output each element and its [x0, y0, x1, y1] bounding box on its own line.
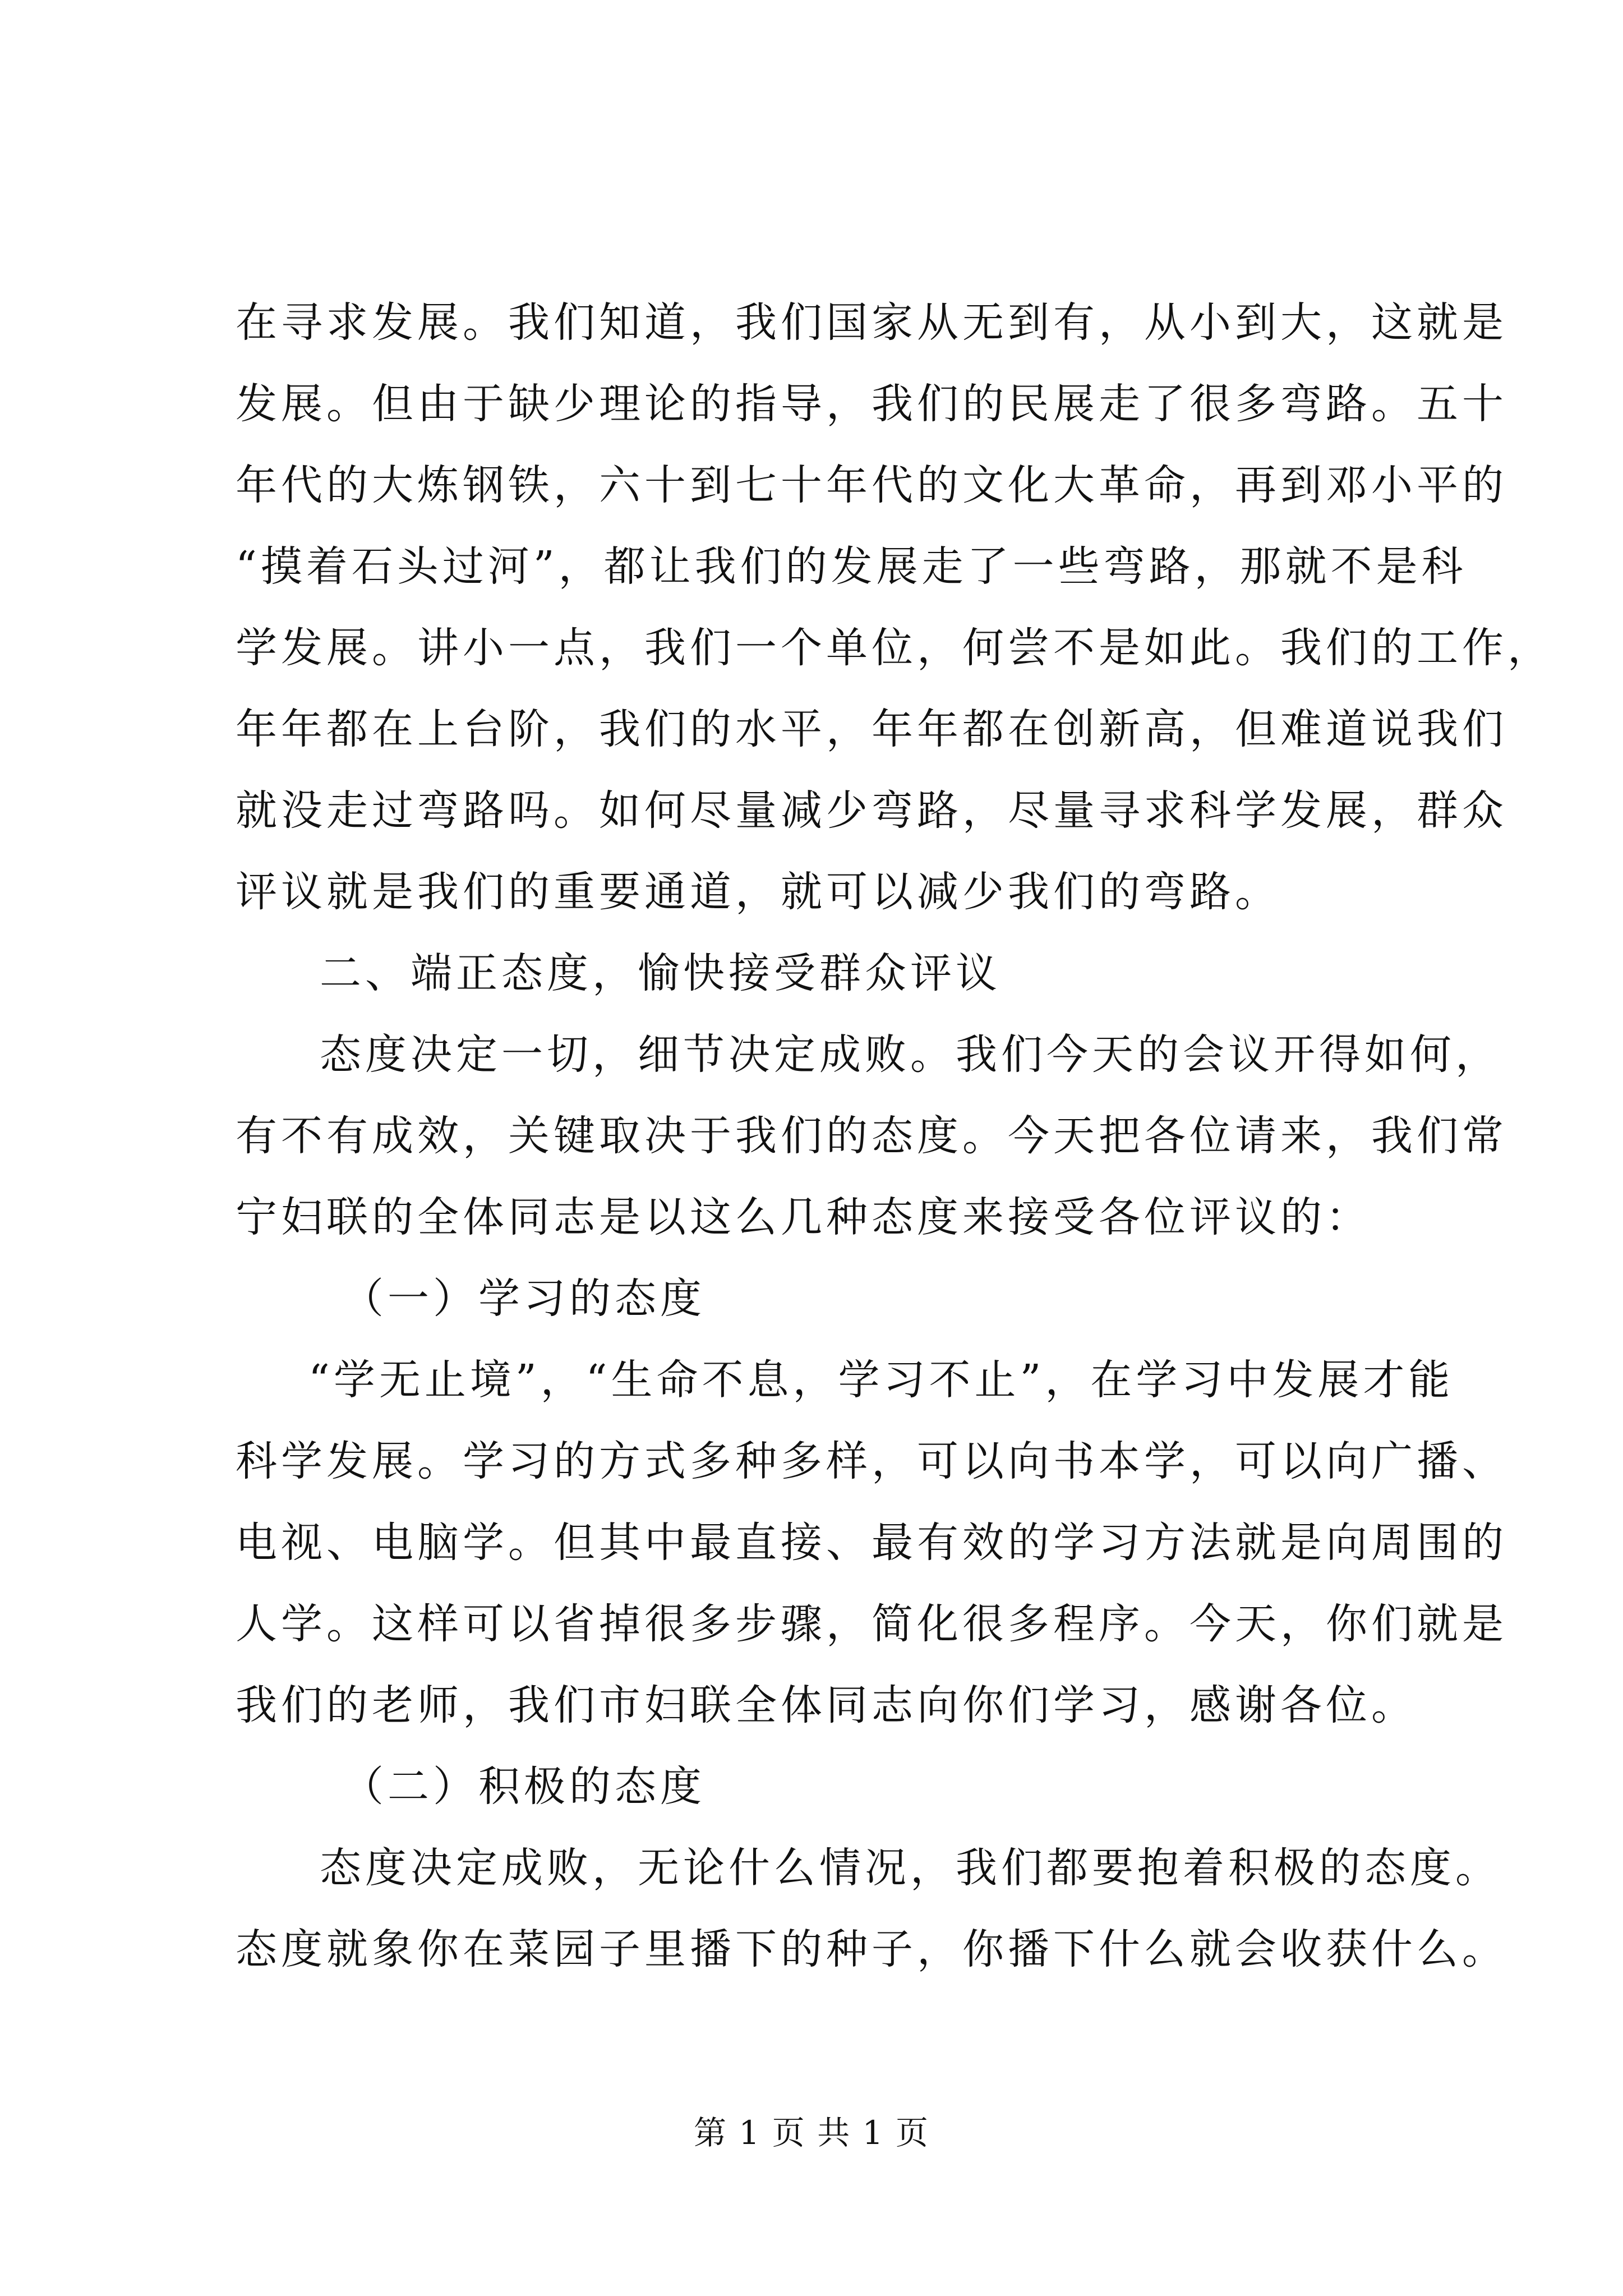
body-line: 在寻求发展。我们知道，我们国家从无到有，从小到大，这就是	[236, 298, 1507, 347]
page-footer: 第 1 页 共 1 页	[694, 2114, 929, 2152]
body-line: 宁妇联的全体同志是以这么几种态度来接受各位评议的：	[236, 1193, 1371, 1241]
body-line: 人学。这样可以省掉很多步骤，简化很多程序。今天，你们就是	[236, 1600, 1507, 1648]
body-line: 发展。但由于缺少理论的指导，我们的民展走了很多弯路。五十	[236, 380, 1507, 428]
body-line: 评议就是我们的重要通道，就可以减少我们的弯路。	[236, 868, 1280, 916]
body-line: 态度决定成败，无论什么情况，我们都要抱着积极的态度。	[320, 1844, 1501, 1892]
body-line: 我们的老师，我们市妇联全体同志向你们学习，感谢各位。	[236, 1681, 1417, 1729]
subsection-heading: （一）学习的态度	[342, 1274, 706, 1323]
body-line: “摸着石头过河”，都让我们的发展走了一些弯路，那就不是科	[236, 542, 1467, 591]
body-line: 有不有成效，关键取决于我们的态度。今天把各位请来，我们常	[236, 1112, 1507, 1160]
body-line: 态度决定一切，细节决定成败。我们今天的会议开得如何，	[320, 1030, 1501, 1079]
body-line: “学无止境”，“生命不息，学习不止”，在学习中发展才能	[308, 1356, 1454, 1404]
body-line: 电视、电脑学。但其中最直接、最有效的学习方法就是向周围的	[236, 1519, 1507, 1567]
section-heading: 二、端正态度，愉快接受群众评议	[320, 949, 1001, 997]
body-line: 学发展。讲小一点，我们一个单位，何尝不是如此。我们的工作，	[236, 624, 1553, 672]
body-line: 科学发展。学习的方式多种多样，可以向书本学，可以向广播、	[236, 1437, 1507, 1485]
body-line: 年年都在上台阶，我们的水平，年年都在创新高，但难道说我们	[236, 705, 1507, 753]
body-line: 年代的大炼钢铁，六十到七十年代的文化大革命，再到邓小平的	[236, 461, 1507, 509]
subsection-heading: （二）积极的态度	[342, 1763, 706, 1811]
body-line: 态度就象你在菜园子里播下的种子，你播下什么就会收获什么。	[236, 1925, 1507, 1973]
body-line: 就没走过弯路吗。如何尽量减少弯路，尽量寻求科学发展，群众	[236, 786, 1507, 835]
